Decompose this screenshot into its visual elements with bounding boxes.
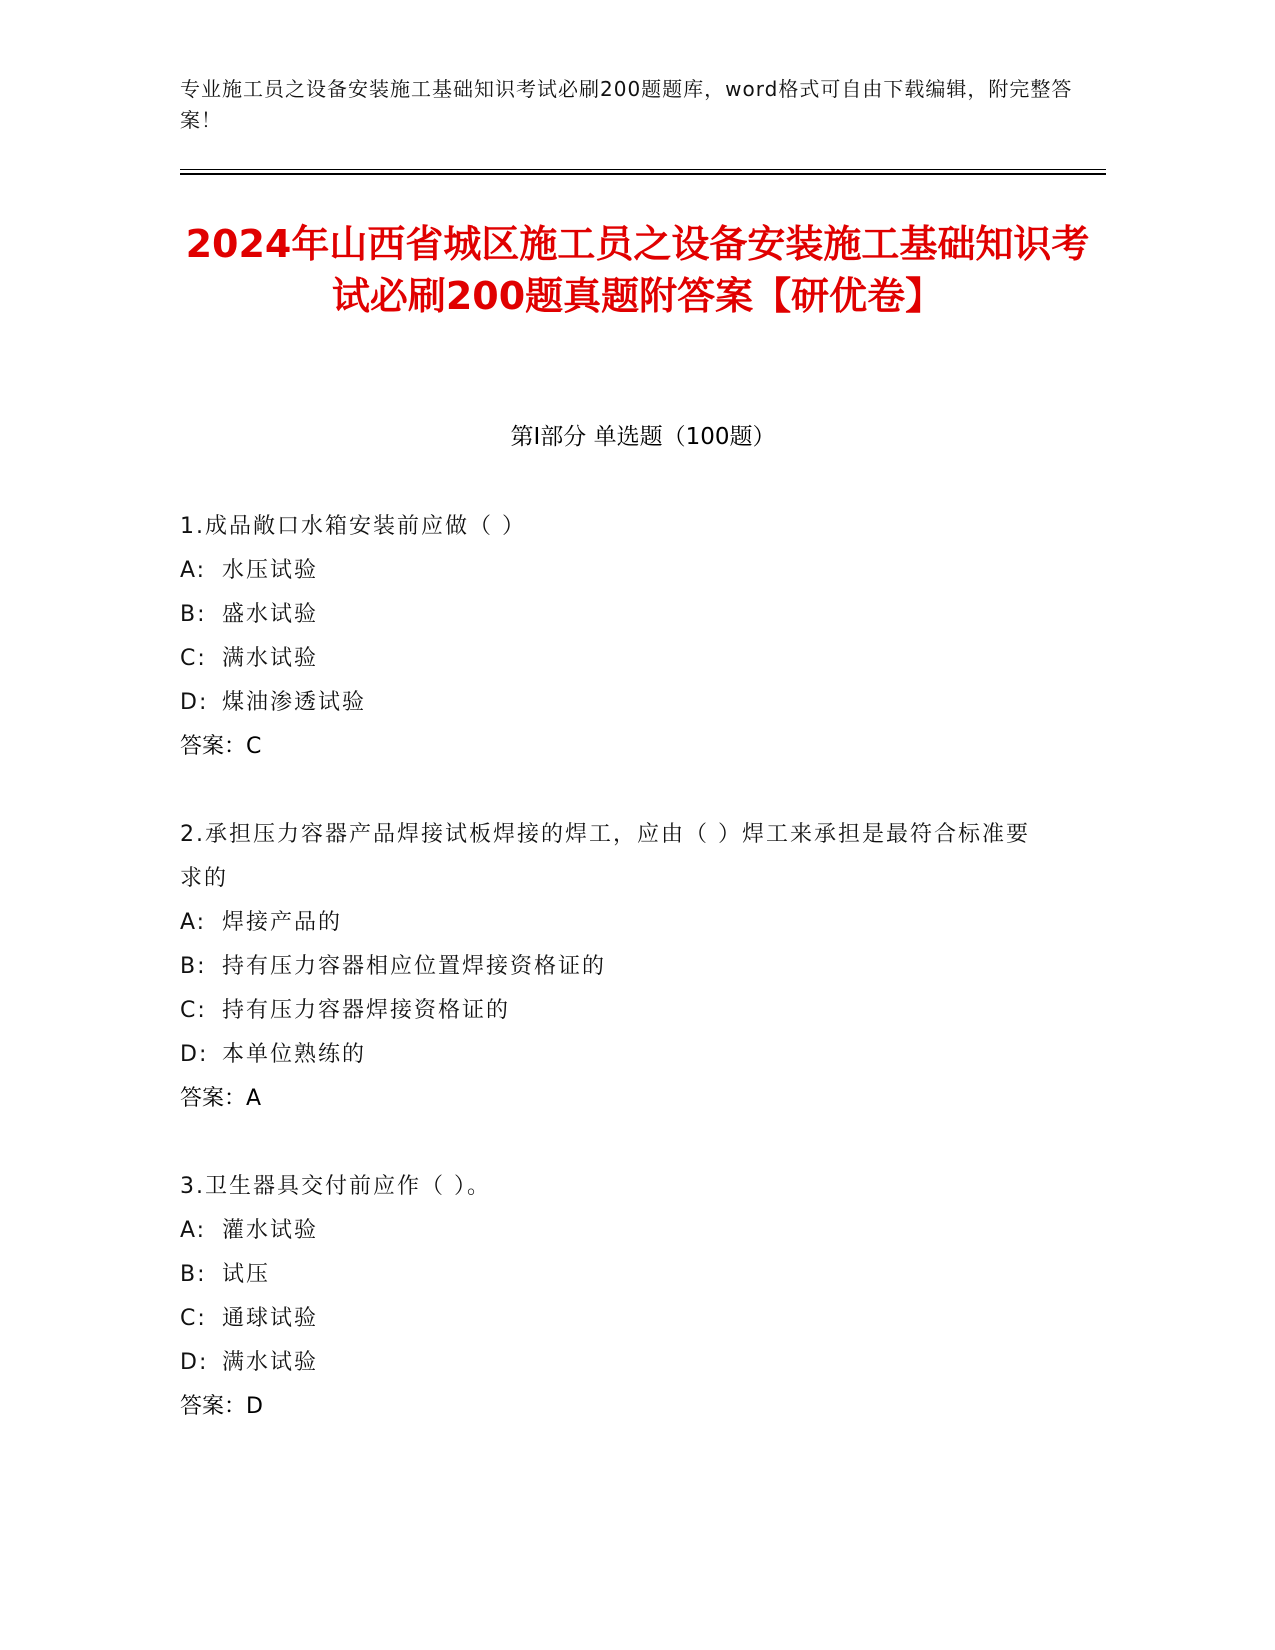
header-divider-thin — [180, 169, 1106, 170]
option-key: D: — [180, 1042, 209, 1067]
option-key: D: — [180, 690, 209, 715]
option-a — [180, 1209, 1040, 1253]
option-key: C: — [180, 1306, 207, 1331]
section-title: 第I部分 单选题（100题） — [510, 424, 776, 450]
answer-line: 答案：A — [180, 1086, 262, 1111]
option-key: B: — [180, 954, 207, 979]
question-stem: 1.成品敞口水箱安装前应做（ ） — [180, 514, 526, 539]
option-a — [180, 549, 1040, 593]
option-text: 盛水试验 — [222, 602, 319, 627]
header-divider-thick — [180, 173, 1106, 175]
question-stem: 3.卫生器具交付前应作（ ）。 — [180, 1174, 491, 1199]
question-item — [180, 505, 1040, 769]
option-text: 煤油渗透试验 — [222, 690, 367, 715]
question-item — [180, 813, 1040, 1121]
option-key: A: — [180, 558, 207, 583]
option-text: 焊接产品的 — [222, 910, 343, 935]
option-text: 水压试验 — [222, 558, 319, 583]
option-d — [180, 681, 1040, 725]
option-b — [180, 1253, 1040, 1297]
question-item — [180, 1165, 1040, 1429]
option-text: 通球试验 — [222, 1306, 319, 1331]
option-text: 满水试验 — [222, 1350, 319, 1375]
option-key: A: — [180, 910, 207, 935]
option-text: 持有压力容器相应位置焊接资格证的 — [222, 954, 607, 979]
option-d — [180, 1341, 1040, 1385]
option-b — [180, 945, 1040, 989]
answer-line: 答案：D — [180, 1394, 263, 1419]
option-c — [180, 1297, 1040, 1341]
answer-line: 答案：C — [180, 734, 262, 759]
option-key: D: — [180, 1350, 209, 1375]
option-text: 本单位熟练的 — [222, 1042, 367, 1067]
document-title: 2024年山西省城区施工员之设备安装施工基础知识考试必刷200题真题附答案【研优卷】 — [185, 222, 1090, 318]
question-list — [180, 505, 1040, 1473]
question-stem: 2.承担压力容器产品焊接试板焊接的焊工，应由（ ）焊工来承担是最符合标准要求的 — [180, 822, 1030, 891]
option-text: 满水试验 — [222, 646, 319, 671]
option-key: B: — [180, 602, 207, 627]
option-text: 灌水试验 — [222, 1218, 319, 1243]
option-b — [180, 593, 1040, 637]
option-text: 持有压力容器焊接资格证的 — [222, 998, 511, 1023]
option-key: C: — [180, 998, 207, 1023]
option-key: A: — [180, 1218, 207, 1243]
option-key: C: — [180, 646, 207, 671]
option-a — [180, 901, 1040, 945]
header-note: 专业施工员之设备安装施工基础知识考试必刷200题题库，word格式可自由下载编辑，附完整答案！ — [180, 77, 1073, 132]
option-text: 试压 — [222, 1262, 271, 1287]
option-d — [180, 1033, 1040, 1077]
option-c — [180, 637, 1040, 681]
option-key: B: — [180, 1262, 207, 1287]
option-c — [180, 989, 1040, 1033]
